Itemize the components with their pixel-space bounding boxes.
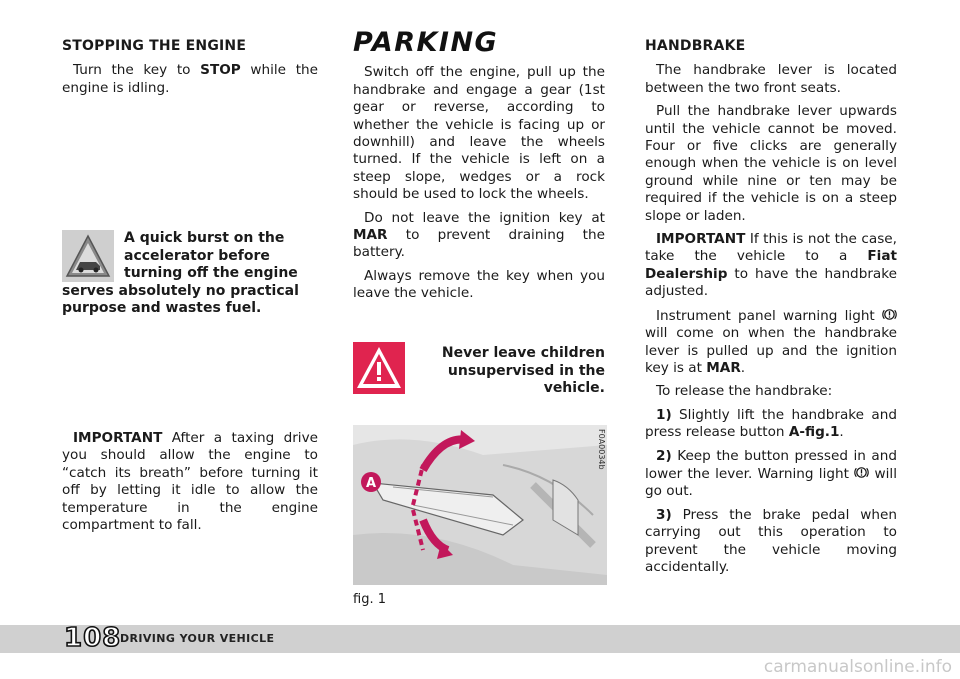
step-3: 3) Press the brake pedal when carrying out this operation to prevent the vehicle moving accidentally. bbox=[645, 506, 897, 575]
column-stopping-engine bbox=[62, 38, 318, 103]
column-parking bbox=[353, 27, 605, 309]
paragraph-handbrake-location: The handbrake lever is located between the two front seats. bbox=[645, 62, 897, 96]
section-title: DRIVING YOUR VEHICLE bbox=[120, 632, 275, 645]
paragraph-release-intro: To release the handbrake: bbox=[656, 383, 833, 400]
paragraph-warning-light: Instrument panel warning light will come on when the handbrake lever is pulled up and the ignition key is at MAR. bbox=[645, 307, 897, 376]
watermark: carmanualsonline.info bbox=[763, 657, 952, 677]
warning-children-text: Never leave children unsupervised in the vehicle. bbox=[441, 345, 605, 396]
paragraph-ignition-key: Do not leave the ignition key at MAR to prevent draining the battery. bbox=[353, 209, 605, 261]
warning-children bbox=[353, 342, 605, 398]
paragraph-park-procedure: Switch off the engine, pull up the handbrake and engage a gear (1st gear or reverse, according to whether the vehicle is facing up or downhill) and leave the wheels turned. If the vehicle is left on a steep slope, wedges or a rock should be used to lock the wheels. bbox=[353, 64, 605, 203]
brake-warning-icon bbox=[854, 465, 869, 480]
figure-caption: fig. 1 bbox=[353, 592, 386, 607]
paragraph-turn-key: Turn the key to STOP while the engine is idling. bbox=[62, 62, 318, 96]
column-handbrake bbox=[645, 38, 897, 582]
paragraph-important-cooldown: IMPORTANT After a taxing drive you should allow the engine to “catch its breath” before turning it off by letting it idle to allow the temperature in the engine compartment to fall. bbox=[62, 430, 318, 534]
handbrake-drawing bbox=[353, 425, 607, 585]
paragraph-handbrake-pull: Pull the handbrake lever upwards until the vehicle cannot be moved. Four or five clicks are generally enough when the vehicle is on level ground while nine or ten may be required if the vehicle is on a steep slope or laden. bbox=[645, 103, 897, 224]
page-number: 108 bbox=[64, 623, 122, 653]
warning-accelerator-text: A quick burst on the accelerator before turning off the engine serves absolutely no practical purpose and wastes fuel. bbox=[62, 230, 299, 316]
heading-stopping-engine: STOPPING THE ENGINE bbox=[62, 38, 247, 54]
brake-warning-icon bbox=[882, 307, 897, 322]
callout-a-label: A bbox=[365, 476, 377, 491]
warning-accelerator bbox=[62, 230, 318, 318]
figure-code: F0A0034b bbox=[597, 429, 606, 470]
step-2: 2) Keep the button pressed in and lower the lever. Warning light will go out. bbox=[645, 447, 897, 500]
figure-handbrake-illustration bbox=[353, 425, 607, 585]
heading-handbrake: HANDBRAKE bbox=[645, 38, 746, 54]
paragraph-handbrake-important: IMPORTANT If this is not the case, take the vehicle to a Fiat Dealership to have the handbrake adjusted. bbox=[645, 231, 897, 300]
paragraph-remove-key: Always remove the key when you leave the vehicle. bbox=[353, 267, 605, 302]
step-1: 1) Slightly lift the handbrake and press release button A-fig.1. bbox=[645, 406, 897, 441]
page-title-parking: PARKING bbox=[353, 27, 499, 58]
